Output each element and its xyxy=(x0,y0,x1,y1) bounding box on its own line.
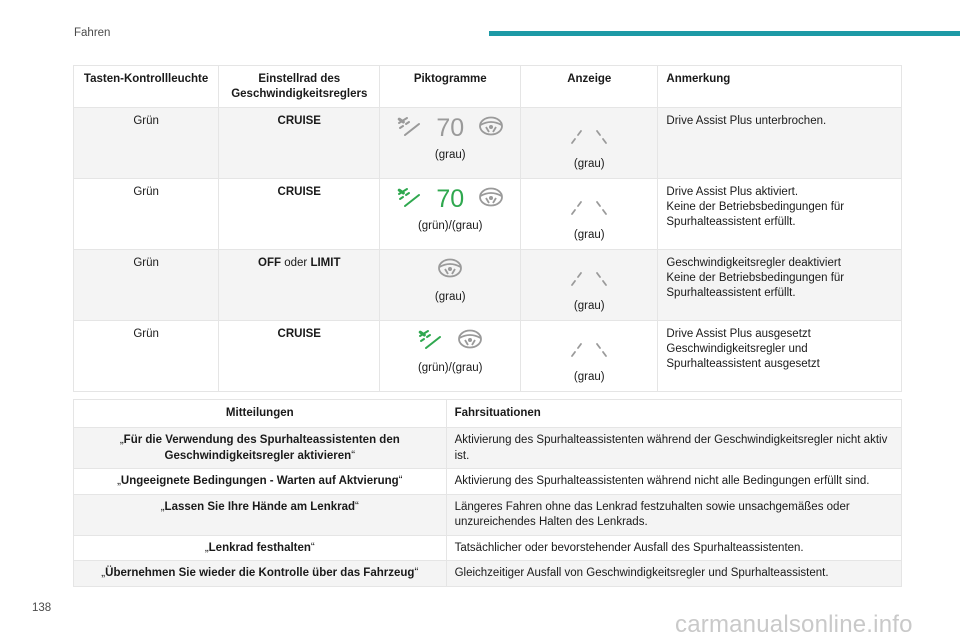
display-caption: (grau) xyxy=(573,300,605,312)
light-cell: Grün xyxy=(74,321,219,392)
column-header: Mitteilungen xyxy=(74,400,447,428)
table-header-row xyxy=(74,400,902,428)
status-table xyxy=(73,65,902,392)
table-row xyxy=(74,179,902,250)
quote-close: “ xyxy=(355,500,359,513)
quote-close: “ xyxy=(414,567,419,579)
light-cell: Grün xyxy=(74,108,219,179)
column-header: Piktogramme xyxy=(380,66,521,108)
watermark: carmanualsonline.info xyxy=(675,611,913,638)
display-cell xyxy=(521,321,658,392)
wheel-cell: CRUISE xyxy=(219,179,380,250)
quote-open: „ xyxy=(119,434,124,446)
steering-wheel-icon xyxy=(437,257,463,284)
lane-assist-icon xyxy=(417,328,443,355)
lane-display-icon xyxy=(559,123,619,151)
message-text: Übernehmen Sie wieder die Kontrolle über das Fahrzeug xyxy=(105,567,415,579)
table-row xyxy=(74,535,902,561)
situation-cell: Tatsächlicher oder bevorstehender Ausfall des Spurhalteassistenten. xyxy=(446,535,901,561)
steering-wheel-icon xyxy=(457,328,483,355)
display-cell xyxy=(521,250,658,321)
steering-wheel-icon xyxy=(478,186,504,213)
remark-cell: Drive Assist Plus ausgesetzt Geschwindigkeitsregler und Spurhalteassistent ausgesetzt xyxy=(658,321,902,392)
lane-assist-icon xyxy=(396,186,422,213)
situation-cell: Längeres Fahren ohne das Lenkrad festzuhalten sowie unsachgemäßes oder unzureichendes Halten des Lenkrads. xyxy=(446,494,901,535)
message-cell xyxy=(74,428,447,469)
column-header: Fahrsituationen xyxy=(446,400,901,428)
table-header-row xyxy=(74,66,902,108)
column-header: Anzeige xyxy=(521,66,658,108)
speed-value: 70 xyxy=(436,185,465,213)
pictogram-cell xyxy=(380,179,521,250)
table-row xyxy=(74,250,902,321)
section-accent-bar xyxy=(489,31,960,36)
situation-cell: Gleichzeitiger Ausfall von Geschwindigkeitsregler und Spurhalteassistent. xyxy=(446,561,901,587)
display-caption: (grau) xyxy=(573,371,605,383)
speed-value: 70 xyxy=(436,114,465,142)
quote-open: „ xyxy=(160,500,165,513)
message-cell xyxy=(74,535,447,561)
quote-open: „ xyxy=(117,475,121,487)
section-title: Fahren xyxy=(74,27,111,39)
situation-cell: Aktivierung des Spurhalteassistenten während der Geschwindigkeitsregler nicht aktiv ist. xyxy=(446,428,901,469)
light-cell: Grün xyxy=(74,250,219,321)
wheel-cell: CRUISE xyxy=(219,321,380,392)
wheel-off: OFF xyxy=(258,257,282,269)
wheel-cell xyxy=(219,250,380,321)
display-cell xyxy=(521,108,658,179)
pictogram-caption: (grau) xyxy=(434,149,466,161)
wheel-limit: LIMIT xyxy=(310,257,341,269)
quote-close: “ xyxy=(351,449,356,462)
light-cell: Grün xyxy=(74,179,219,250)
remark-cell: Geschwindigkeitsregler deaktiviert Keine der Betriebsbedingungen für Spurhalteassistent erfüllt. xyxy=(658,250,902,321)
pictogram-cell xyxy=(380,250,521,321)
table-row xyxy=(74,108,902,179)
display-caption: (grau) xyxy=(573,229,605,241)
page-number: 138 xyxy=(32,602,52,614)
messages-table xyxy=(73,399,902,587)
table-row xyxy=(74,321,902,392)
lane-display-icon xyxy=(559,265,619,293)
message-cell xyxy=(74,469,447,495)
table-row xyxy=(74,494,902,535)
wheel-cell: CRUISE xyxy=(219,108,380,179)
table-row xyxy=(74,561,902,587)
column-header: Anmerkung xyxy=(658,66,902,108)
steering-wheel-icon xyxy=(478,115,504,142)
pictogram-caption: (grün)/(grau) xyxy=(417,362,483,374)
lane-display-icon xyxy=(559,336,619,364)
message-text: Für die Verwendung des Spurhalteassistenten den Geschwindigkeitsregler aktivieren xyxy=(123,434,400,462)
column-header: Tasten-Kontrollleuchte xyxy=(74,66,219,108)
lane-assist-icon xyxy=(396,115,422,142)
pictogram-cell xyxy=(380,321,521,392)
lane-display-icon xyxy=(559,194,619,222)
pictogram-caption: (grau) xyxy=(434,291,466,303)
display-cell xyxy=(521,179,658,250)
situation-cell: Aktivierung des Spurhalteassistenten während nicht alle Bedingungen erfüllt sind. xyxy=(446,469,901,495)
message-cell xyxy=(74,494,447,535)
remark-cell: Drive Assist Plus unterbrochen. xyxy=(658,108,902,179)
message-text: Lenkrad festhalten xyxy=(208,541,311,554)
table-row xyxy=(74,428,902,469)
pictogram-cell xyxy=(380,108,521,179)
quote-close: “ xyxy=(310,541,315,554)
message-text: Lassen Sie Ihre Hände am Lenkrad xyxy=(164,500,356,513)
column-header: Einstellrad des Geschwindigkeitsreglers xyxy=(219,66,380,108)
remark-cell: Drive Assist Plus aktiviert. Keine der Betriebsbedingungen für Spurhalteassistent erfüllt. xyxy=(658,179,902,250)
message-text: Ungeeignete Bedingungen - Warten auf Aktvierung xyxy=(120,475,399,487)
pictogram-caption: (grün)/(grau) xyxy=(417,220,483,232)
display-caption: (grau) xyxy=(573,158,605,170)
table-row xyxy=(74,469,902,495)
quote-open: „ xyxy=(204,541,209,554)
quote-close: “ xyxy=(398,475,403,487)
wheel-or: oder xyxy=(281,257,311,269)
quote-open: „ xyxy=(101,567,106,579)
message-cell xyxy=(74,561,447,587)
